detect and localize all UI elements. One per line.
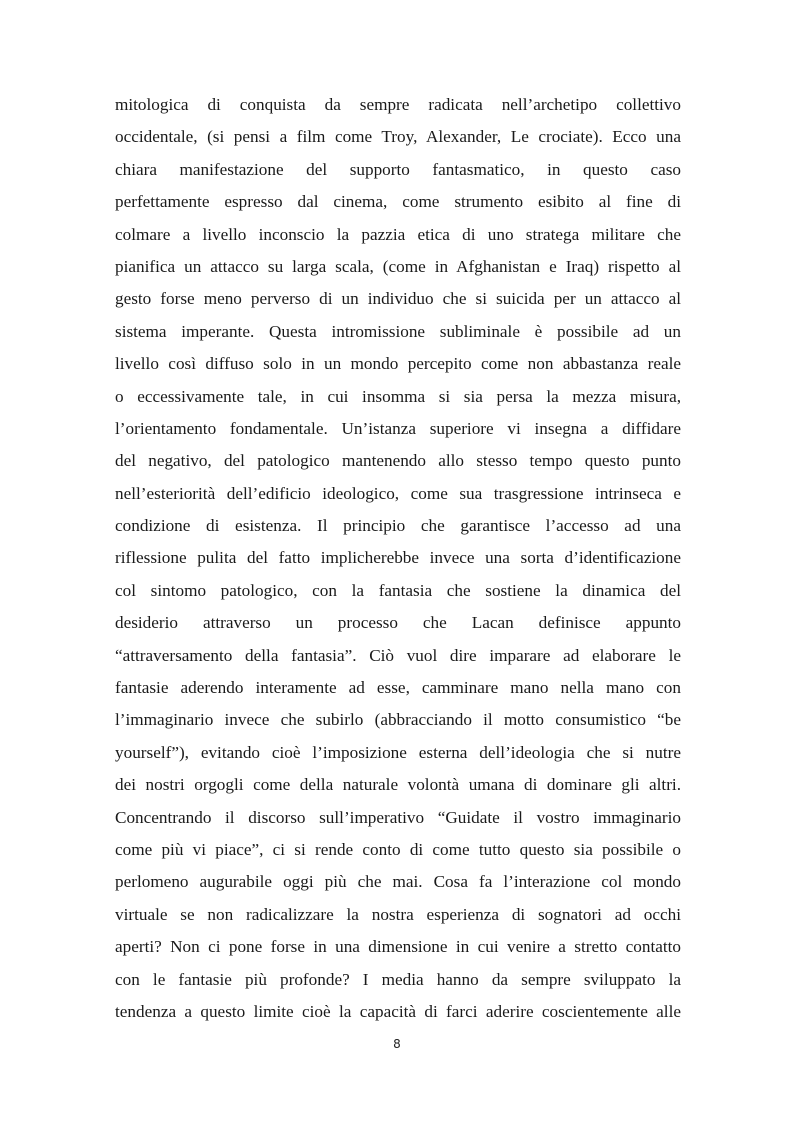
text-line: riflessione pulita del fatto implicherebbe invece una sorta d’identificazione — [115, 548, 681, 568]
text-line: chiara manifestazione del supporto fantasmatico, in questo caso — [115, 159, 681, 179]
text-line: l’immaginario invece che subirlo (abbracciando il motto consumistico “be — [115, 710, 681, 730]
text-line: perfettamente espresso dal cinema, come strumento esibito al fine di — [115, 192, 681, 212]
page-number: 8 — [393, 1037, 401, 1051]
text-line: desiderio attraverso un processo che Lacan definisce appunto — [115, 613, 681, 633]
text-line: col sintomo patologico, con la fantasia che sostiene la dinamica del — [115, 580, 681, 600]
text-line: yourself”), evitando cioè l’imposizione esterna dell’ideologia che si nutre — [115, 742, 681, 762]
text-line: perlomeno augurabile oggi più che mai. Cosa fa l’interazione col mondo — [115, 872, 681, 892]
text-line: o eccessivamente tale, in cui insomma si sia persa la mezza misura, — [115, 386, 681, 406]
text-line: colmare a livello inconscio la pazzia etica di uno stratega militare che — [115, 224, 681, 244]
text-line: nell’esteriorità dell’edificio ideologico, come sua trasgressione intrinseca e — [115, 483, 681, 503]
body-text — [115, 89, 681, 1028]
text-line: come più vi piace”, ci si rende conto di come tutto questo sia possibile o — [115, 839, 681, 859]
text-line: occidentale, (si pensi a film come Troy, Alexander, Le crociate). Ecco una — [115, 127, 681, 147]
text-line: sistema imperante. Questa intromissione subliminale è possibile ad un — [115, 321, 681, 341]
text-line: del negativo, del patologico mantenendo allo stesso tempo questo punto — [115, 451, 681, 471]
text-line: aperti? Non ci pone forse in una dimensione in cui venire a stretto contatto — [115, 937, 681, 957]
text-line: condizione di esistenza. Il principio che garantisce l’accesso ad una — [115, 516, 681, 536]
text-line: “attraversamento della fantasia”. Ciò vuol dire imparare ad elaborare le — [115, 645, 681, 665]
text-line: virtuale se non radicalizzare la nostra esperienza di sognatori ad occhi — [115, 904, 681, 924]
text-line: mitologica di conquista da sempre radicata nell’archetipo collettivo — [115, 95, 681, 114]
text-line: gesto forse meno perverso di un individuo che si suicida per un attacco al — [115, 289, 681, 309]
text-line: dei nostri orgogli come della naturale volontà umana di dominare gli altri. — [115, 775, 681, 795]
text-line: fantasie aderendo interamente ad esse, camminare mano nella mano con — [115, 678, 681, 698]
text-line: l’orientamento fondamentale. Un’istanza superiore vi insegna a diffidare — [115, 418, 681, 438]
text-line: tendenza a questo limite cioè la capacità di farci aderire coscientemente alle — [115, 1001, 681, 1021]
text-line: livello così diffuso solo in un mondo percepito come non abbastanza reale — [115, 354, 681, 374]
text-line: pianifica un attacco su larga scala, (come in Afghanistan e Iraq) rispetto al — [115, 256, 681, 276]
text-line: con le fantasie più profonde? I media hanno da sempre sviluppato la — [115, 969, 681, 989]
text-line: Concentrando il discorso sull’imperativo “Guidate il vostro immaginario — [115, 807, 681, 827]
